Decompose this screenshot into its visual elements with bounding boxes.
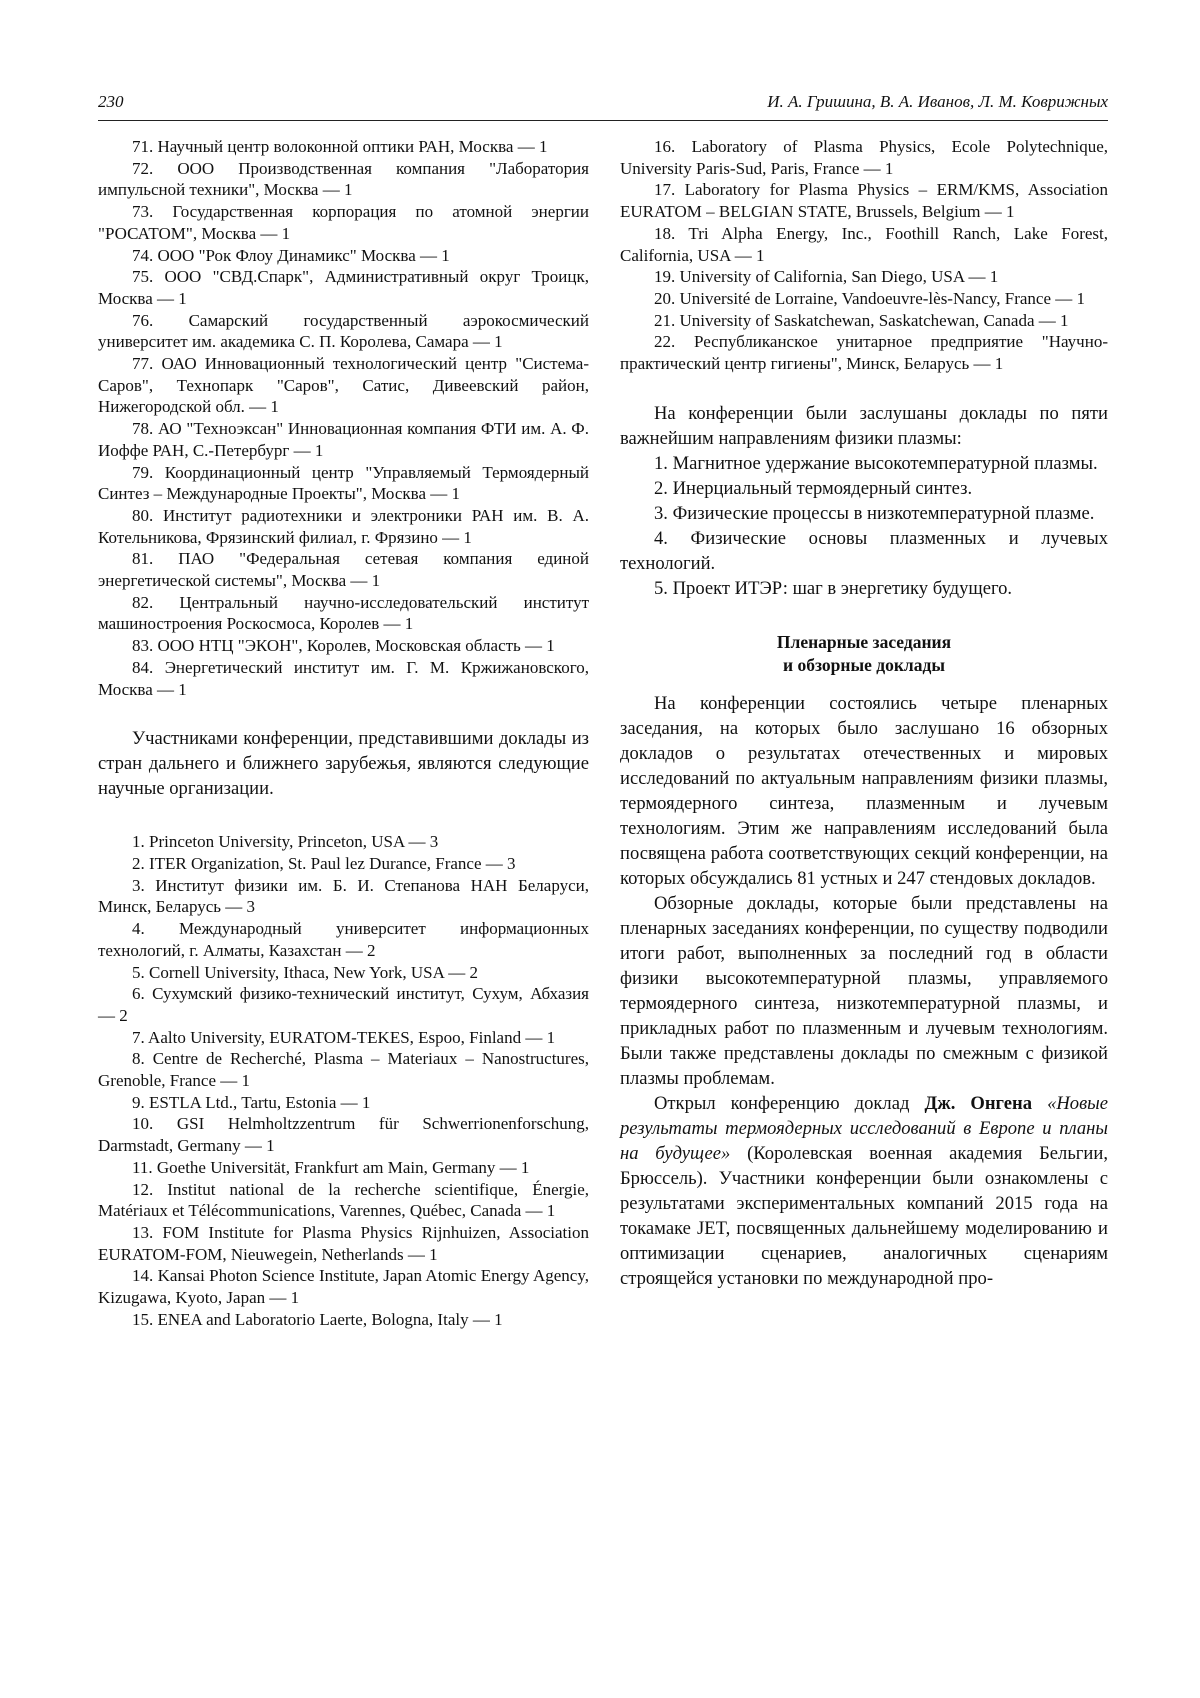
list-item: 6. Сухумский физико-технический институт, Сухум, Абхазия — 2 [98,984,589,1025]
list-item: 7. Aalto University, EURATOM-TEKES, Espoo, Finland — 1 [132,1027,556,1047]
running-header [98,92,1108,120]
list-item: 12. Institut national de la recherche scientifique, Énergie, Matériaux et Télécommunications, Varennes, Québec, Canada — 1 [98,1179,589,1221]
list-item: 3. Физические процессы в низкотемпературной плазме. [654,502,1095,524]
list-item: 1. Princeton University, Princeton, USA — 3 [132,832,439,852]
list-item: 77. ОАО Инновационный технологический центр "Система-Саров", Технопарк "Саров", Сатис, Дивеевский район, Нижегородской обл. — 1 [98,354,589,417]
list-item: 8. Centre de Recherché, Plasma – Materiaux – Nanostructures, Grenoble, France — 1 [98,1049,589,1091]
list-item: 3. Институт физики им. Б. И. Степанова НАН Беларуси, Минск, Беларусь — 3 [98,875,589,917]
list-item: 73. Государственная корпорация по атомной энергии "РОСАТОМ", Москва — 1 [98,202,589,243]
talk-title: «Новые результаты термоядерных исследований в Европе и планы на будущее» [620,1092,1109,1164]
foreign-intro-block [98,726,589,801]
section-title [620,631,1108,677]
list-item: 10. GSI Helmholtzzentrum für Schwerrionenforschung, Darmstadt, Germany — 1 [98,1114,589,1156]
list-item: 16. Laboratory of Plasma Physics, Ecole Polytechnique, University Paris-Sud, Paris, France — 1 [620,137,1108,178]
list-item: 80. Институт радиотехники и электроники РАН им. В. А. Котельникова, Фрязинский филиал, г. Фрязино — 1 [98,505,589,547]
directions-block [620,401,1108,601]
list-item: 84. Энергетический институт им. Г. М. Кржижановского, Москва — 1 [98,657,589,699]
plenary-text [620,691,1108,1291]
speaker-name: Дж. Онгена [924,1092,1033,1114]
foreign-org-list-cont [620,136,1108,375]
paragraph: Обзорные доклады, которые были представлены на пленарных заседаниях конференции, по существу подводили итоги работ, выполненных за последний год в области физики высокотемпературной плазмы, управляемого термоядерного синтеза, низкотемпературной плазмы, и прикладных работ по плазменным и лучевым технологиям. Были также представлены доклады по смежным с физикой плазмы проблемам. [620,892,1108,1089]
list-item: 78. АО "Техноэксан" Инновационная компания ФТИ им. А. Ф. Иоффе РАН, С.-Петербург — 1 [98,419,589,460]
list-item: 20. Université de Lorraine, Vandoeuvre-lès-Nancy, France — 1 [654,288,1085,308]
page-number: 230 [98,92,124,111]
directions-intro: На конференции были заслушаны доклады по пяти важнейшим направлениям физики плазмы: [620,402,1108,449]
list-item: 4. Физические основы плазменных и лучевых технологий. [620,527,1108,574]
list-item: 9. ESTLA Ltd., Tartu, Estonia — 1 [132,1092,371,1112]
list-item: 1. Магнитное удержание высокотемпературной плазмы. [654,452,1098,474]
foreign-intro: Участниками конференции, представившими доклады из стран дальнего и ближнего зарубежья, являются следующие научные организации. [98,728,589,800]
list-item: 4. Международный университет информационных технологий, г. Алматы, Казахстан — 2 [98,919,589,960]
foreign-org-list [98,831,589,1330]
header-rule [98,120,1108,121]
list-item: 21. University of Saskatchewan, Saskatchewan, Canada — 1 [654,310,1069,330]
left-column [98,136,589,1330]
para-lead: Открыл конференцию доклад [654,1092,925,1114]
paragraph [620,1091,1108,1291]
list-item: 74. ООО "Рок Флоу Динамикс" Москва — 1 [132,245,450,265]
list-item: 17. Laboratory for Plasma Physics – ERM/KMS, Association EURATOM – BELGIAN STATE, Brussels, Belgium — 1 [620,180,1108,222]
section-title-line1: Пленарные заседания [776,631,952,652]
list-item: 18. Tri Alpha Energy, Inc., Foothill Ranch, Lake Forest, California, USA — 1 [620,223,1108,265]
list-item: 5. Cornell University, Ithaca, New York, USA — 2 [132,962,478,982]
list-item: 15. ENEA and Laboratorio Laerte, Bologna, Italy — 1 [132,1309,503,1329]
list-item: 11. Goethe Universität, Frankfurt am Main, Germany — 1 [132,1157,530,1177]
list-item: 14. Kansai Photon Science Institute, Japan Atomic Energy Agency, Kizugawa, Kyoto, Japan — 1 [98,1266,589,1308]
list-item: 71. Научный центр волоконной оптики РАН, Москва — 1 [132,137,548,156]
list-item: 2. ITER Organization, St. Paul lez Durance, France — 3 [132,853,516,873]
list-item: 82. Центральный научно-исследовательский институт машиностроения Роскосмоса, Королев — 1 [98,592,589,634]
list-item: 76. Самарский государственный аэрокосмический университет им. академика С. П. Королева, Самара — 1 [98,310,589,352]
list-item: 5. Проект ИТЭР: шаг в энергетику будущего. [654,577,1013,599]
domestic-org-list [98,136,589,700]
list-item: 19. University of California, San Diego, USA — 1 [654,267,999,287]
section-title-line2: и обзорные доклады [782,654,946,675]
list-item: 81. ПАО "Федеральная сетевая компания единой энергетической системы", Москва — 1 [98,549,589,591]
list-item: 13. FOM Institute for Plasma Physics Rijnhuizen, Association EURATOM-FOM, Nieuwegein, Netherlands — 1 [98,1222,589,1264]
list-item: 79. Координационный центр "Управляемый Термоядерный Синтез – Международные Проекты", Москва — 1 [98,462,589,504]
list-item: 83. ООО НТЦ "ЭКОН", Королев, Московская область — 1 [132,636,555,656]
list-item: 22. Республиканское унитарное предприятие "Научно-практический центр гигиены", Минск, Беларусь — 1 [620,332,1108,374]
list-item: 75. ООО "СВД.Спарк", Административный округ Троицк, Москва — 1 [98,267,589,308]
running-authors: И. А. Гришина, В. А. Иванов, Л. М. Коврижных [767,92,1108,111]
list-item: 72. ООО Производственная компания "Лаборатория импульсной техники", Москва — 1 [98,158,589,200]
list-item: 2. Инерциальный термоядерный синтез. [654,477,973,499]
right-column [620,136,1108,1291]
paragraph: На конференции состоялись четыре пленарных заседания, на которых было заслушано 16 обзорных докладов о результатах отечественных и мировых исследований по актуальным направлениям физики плазмы, термоядерного синтеза, плазменным и лучевым технологиям. Этим же направлениям исследований была посвящена работа соответствующих секций конференции, на которых обсуждались 81 устных и 247 стендовых докладов. [620,692,1108,889]
para-rest: (Королевская военная академия Бельгии, Брюссель). Участники конференции были ознакомлены с результатами экспериментальных компаний 2015 года на токамаке JET, посвященных дальнейшему моделированию и оптимизации сценариев, аналогичных сценариям строящейся установки по международной про- [620,1142,1108,1289]
